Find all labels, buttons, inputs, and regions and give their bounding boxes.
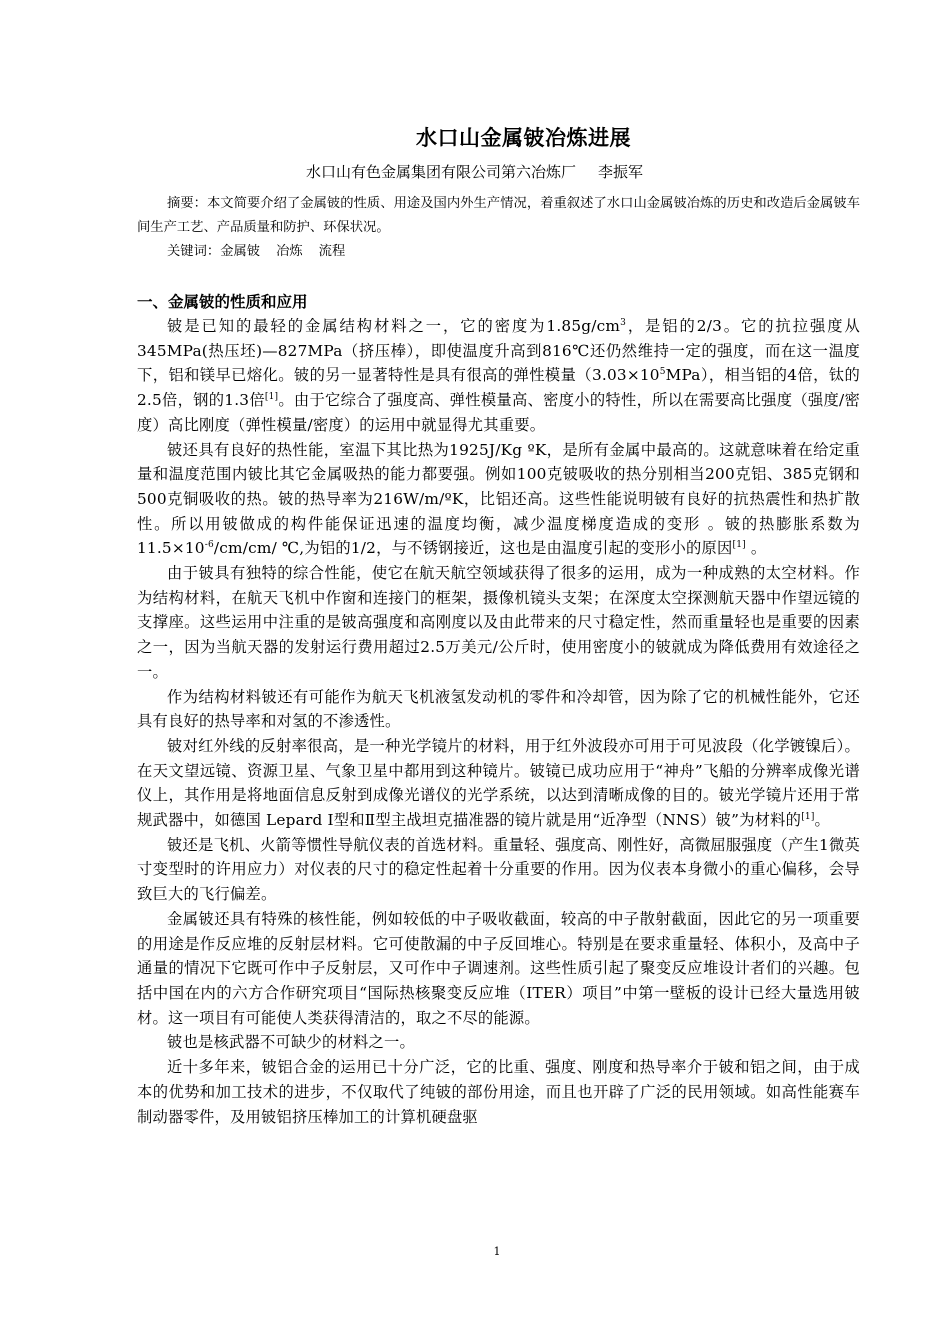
section-heading: 一、金属铍的性质和应用 (137, 293, 308, 311)
keywords-label: 关键词： (167, 244, 221, 259)
paragraph: 铍对红外线的反射率很高，是一种光学镜片的材料，用于红外波段亦可用于可见波段（化学镀镍后）。在天文望远镜、资源卫星、气象卫星中都用到这种镜片。铍镜已成功应用于“神舟”飞船的分辨率成像光谱仪上，其作用是将地面信息反射到成像光谱仪的光学系统，以达到清晰成像的目的。铍光学镜片还用于常规武器中，如德国 Lepard Ⅰ型和Ⅱ型主战坦克描准器的镜片就是用“近净型（NNS）铍”为材料的[1]。 (137, 736, 860, 830)
paragraph: 作为结构材料铍还有可能作为航天飞机液氢发动机的零件和冷却管，因为除了它的机械性能外，它还具有良好的热导率和对氢的不渗透性。 (137, 687, 860, 731)
section-body (137, 314, 860, 1129)
paragraph: 铍是已知的最轻的金属结构材料之一，它的密度为$1.85g/cm^3$，是铝的2/3。它的抗拉强度从345MPa(热压坯)—827MPa（挤压棒），即使温度升高到816℃还仍然维持一定的强度，而在这一温度下，铝和镁早已熔化。铍的另一显著特性是具有很高的弹性模量$(3.03\times 10^5MPa)$，相当铝的4倍，钛的2.5倍，钢的1.3倍[1]。由于它综合了强度高、弹性模量高、密度小的特性，所以在需要高比强度（强度/密度）高比刚度（弹性模量/密度）的运用中就显得尤其重要。 (137, 317, 860, 434)
paragraph: 近十多年来，铍铝合金的运用已十分广泛，它的比重、强度、刚度和热导率介于铍和铝之间，由于成本的优势和加工技术的进步，不仅取代了纯铍的部份用途，而且也开辟了广泛的民用领域。如高性能赛车制动器零件，及用铍铝挤压棒加工的计算机硬盘驱 (137, 1058, 860, 1126)
page-number: 1 (493, 1245, 501, 1258)
citation: [1] (732, 540, 746, 551)
keywords (167, 240, 361, 264)
abstract: 摘要：本文简要介绍了金属铍的性质、用途及国内外生产情况，着重叙述了水口山金属铍冶炼的历史和改造后金属铍车间生产工艺、产品质量和防护、环保状况。 (137, 196, 860, 235)
paragraph: 铍还具有良好的热性能，室温下其比热为1925J/Kg ºK，是所有金属中最高的。这就意味着在给定重量和温度范围内铍比其它金属吸热的能力都要强。例如100克铍吸收的热分别相当200克铝、385克钢和500克铜吸收的热。铍的热导率为216W/m/ºK，比铝还高。这些性能说明铍有良好的抗热震性和热扩散性。所以用铍做成的构件能保证迅速的温度均衡，减少温度梯度造成的变形 。铍的热膨胀系数为$11.5\times 10^{-6}/cm/cm/$ ℃,为铝的1/2，与不锈钢接近，这也是由温度引起的变形小的原因[1] 。 (137, 440, 860, 558)
citation: [1] (801, 811, 815, 822)
keyword: 金属铍 (220, 244, 261, 259)
citation: [1] (264, 392, 279, 403)
author-name: 李振军 (598, 163, 644, 181)
paragraph: 由于铍具有独特的综合性能，使它在航天航空领域获得了很多的运用，成为一种成熟的太空材料。作为结构材料，在航天飞机中作窗和连接门的框架，摄像机镜头支架；在深度太空探测航天器中作望远镜的支撑座。这些运用中注重的是铍高强度和高刚度以及由此带来的尺寸稳定性，然而重量轻也是重要的因素之一，因为当航天器的发射运行费用超过2.5万美元/公斤时，使用密度小的铍就成为降低费用有效途径之一。 (137, 564, 860, 681)
keyword: 流程 (318, 244, 346, 259)
paragraph: 铍还是飞机、火箭等惯性导航仪表的首选材料。重量轻、强度高、刚性好，高微屈服强度（产生1微英寸变型时的许用应力）对仪表的尺寸的稳定性起着十分重要的作用。因为仪表本身微小的重心偏移，会导致巨大的飞行偏差。 (137, 835, 860, 904)
page-title: 水口山金属铍冶炼进展 (416, 125, 631, 150)
paragraph: 铍也是核武器不可缺少的材料之一。 (167, 1033, 415, 1052)
author-line (306, 161, 643, 182)
paragraph: 金属铍还具有特殊的核性能，例如较低的中子吸收截面，较高的中子散射截面，因此它的另一项重要的用途是作反应堆的反射层材料。它可使散漏的中子反回堆心。特别是在要求重量轻、体积小，及高中子通量的情况下它既可作中子反射层，又可作中子调速剂。这些性质引起了聚变反应堆设计者们的兴趣。包括中国在内的六方合作研究项目“国际热核聚变反应堆（ITER）项目”中第一壁板的设计已经大量选用铍材。这一项目有可能使人类获得清洁的，取之不尽的能源。 (137, 909, 860, 1027)
author-org: 水口山有色金属集团有限公司第六冶炼厂 (306, 163, 577, 181)
keyword: 冶炼 (276, 244, 303, 259)
